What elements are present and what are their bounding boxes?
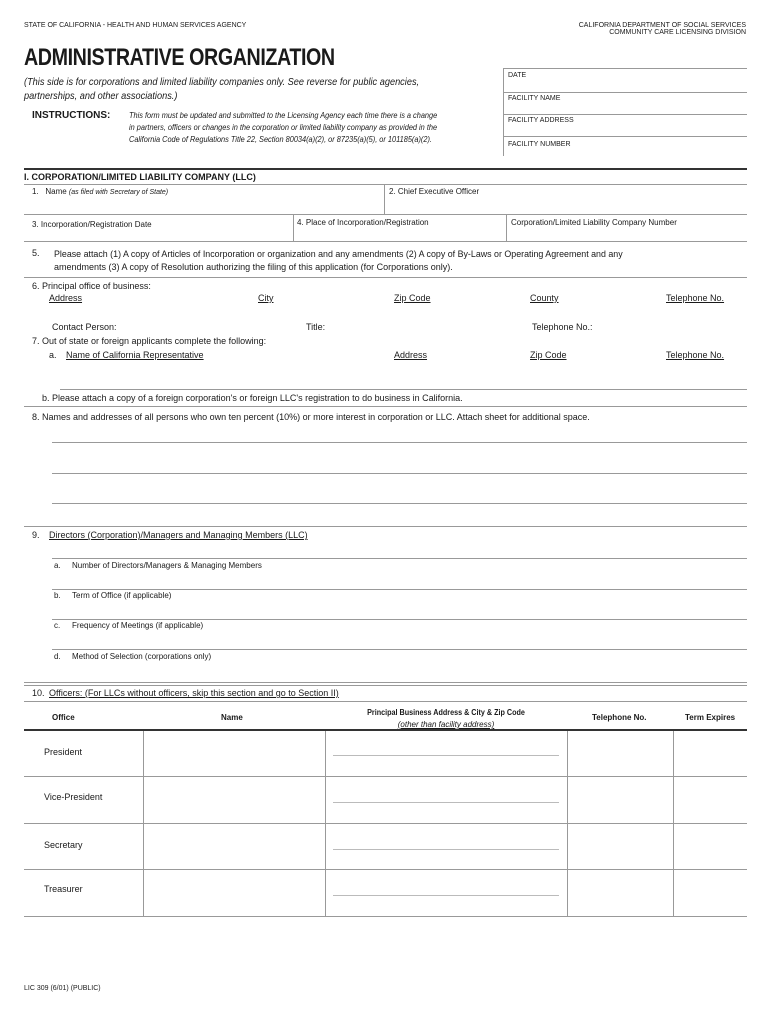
field-6-label: 6. Principal office of business: bbox=[32, 281, 151, 291]
field-7a-prefix: a. bbox=[49, 350, 57, 360]
field-1-number: 1. bbox=[32, 187, 39, 196]
col-address-header-line-1: Principal Business Address & City & Zip Code bbox=[367, 708, 525, 717]
field-9-number: 9. bbox=[32, 530, 40, 540]
field-9c-letter: c. bbox=[54, 621, 61, 630]
officer-row-treasurer: Treasurer bbox=[44, 884, 83, 894]
contact-person-label: Contact Person: bbox=[52, 322, 117, 332]
field-5-line-1: Please attach (1) A copy of Articles of Incorporation or organization and any amendments (2) A copy of By-Laws or Operating Agreement and any bbox=[54, 249, 623, 259]
field-9b-letter: b. bbox=[54, 591, 61, 600]
instructions-line-2: in partners, officers or changes in the corporation or limited liability company as provided in the bbox=[129, 123, 438, 132]
field-5-number: 5. bbox=[32, 248, 40, 258]
field-8-text: 8. Names and addresses of all persons who own ten percent (10%) or more interest in corporation or LLC. Attach sheet for additional space. bbox=[32, 412, 590, 422]
field-6-col-telephone: Telephone No. bbox=[666, 293, 725, 303]
form-code-footer: LIC 309 (6/01) (PUBLIC) bbox=[24, 985, 101, 992]
instructions-line-1: This form must be updated and submitted to the Licensing Agency each time there is a change bbox=[129, 111, 438, 120]
field-3-label: 3. Incorporation/Registration Date bbox=[32, 220, 152, 229]
facility-name-label: FACILITY NAME bbox=[508, 95, 561, 102]
field-9a-label: Number of Directors/Managers & Managing Members bbox=[72, 561, 262, 570]
field-6-col-city: City bbox=[258, 293, 274, 303]
field-7a-col-telephone: Telephone No. bbox=[666, 350, 725, 360]
form-subtitle bbox=[24, 76, 494, 104]
field-2-label: 2. Chief Executive Officer bbox=[389, 187, 480, 196]
facility-number-label: FACILITY NUMBER bbox=[508, 141, 571, 148]
department-header bbox=[579, 22, 746, 36]
instructions-label: INSTRUCTIONS: bbox=[32, 110, 111, 121]
field-5-text bbox=[54, 248, 744, 274]
field-7-label: 7. Out of state or foreign applicants complete the following: bbox=[32, 336, 267, 346]
facility-address-label: FACILITY ADDRESS bbox=[508, 117, 574, 124]
field-9b-label: Term of Office (if applicable) bbox=[72, 591, 172, 600]
form-title: ADMINISTRATIVE ORGANIZATION bbox=[24, 44, 335, 71]
col-name-header: Name bbox=[221, 713, 243, 722]
field-6-col-address: Address bbox=[49, 293, 83, 303]
officer-row-president: President bbox=[44, 747, 83, 757]
field-7b-text: b. Please attach a copy of a foreign corporation's or foreign LLC's registration to do business in California. bbox=[42, 393, 463, 403]
subtitle-line-2: partnerships, and other associations.) bbox=[24, 91, 178, 102]
field-7a-col-zip: Zip Code bbox=[530, 350, 567, 360]
department-line-1: CALIFORNIA DEPARTMENT OF SOCIAL SERVICES bbox=[578, 22, 746, 29]
contact-telephone-label: Telephone No.: bbox=[532, 322, 593, 332]
field-9a-letter: a. bbox=[54, 561, 61, 570]
field-6-col-county: County bbox=[530, 293, 559, 303]
instructions-line-3: California Code of Regulations Title 22, Section 80034(a)(2), or 87235(a)(5), or 101185(a)(2). bbox=[129, 135, 432, 144]
field-6-col-zip: Zip Code bbox=[394, 293, 431, 303]
field-9-label: Directors (Corporation)/Managers and Managing Members (LLC) bbox=[49, 530, 308, 540]
field-7a-col-name: Name of California Representative bbox=[66, 350, 204, 360]
col-office-header: Office bbox=[52, 713, 75, 722]
date-label: DATE bbox=[508, 72, 527, 79]
field-1-note: (as filed with Secretary of State) bbox=[68, 189, 169, 196]
agency-header: STATE OF CALIFORNIA - HEALTH AND HUMAN SERVICES AGENCY bbox=[24, 22, 247, 29]
col-telephone-header: Telephone No. bbox=[592, 713, 647, 722]
officer-row-vice-president: Vice-President bbox=[44, 792, 103, 802]
field-9d-letter: d. bbox=[54, 652, 61, 661]
field-7a-col-address: Address bbox=[394, 350, 428, 360]
department-line-2: COMMUNITY CARE LICENSING DIVISION bbox=[609, 29, 746, 36]
field-4b-label: Corporation/Limited Liability Company Number bbox=[511, 218, 677, 227]
field-1-label bbox=[32, 187, 168, 196]
col-address-header bbox=[326, 707, 566, 731]
contact-title-label: Title: bbox=[306, 322, 326, 332]
field-4-label: 4. Place of Incorporation/Registration bbox=[297, 218, 429, 227]
field-9c-label: Frequency of Meetings (if applicable) bbox=[72, 621, 204, 630]
col-address-header-line-2: (other than facility address) bbox=[397, 720, 495, 729]
field-10-label: Officers: (For LLCs without officers, skip this section and go to Section II) bbox=[49, 688, 339, 698]
col-term-header: Term Expires bbox=[685, 713, 736, 722]
field-5-line-2: amendments (3) A copy of Resolution authorizing the filing of this application (for Corporations only). bbox=[54, 262, 453, 272]
instructions-text bbox=[129, 110, 499, 146]
field-10-number: 10. bbox=[32, 688, 45, 698]
section-1-heading: I. CORPORATION/LIMITED LIABILITY COMPANY (LLC) bbox=[24, 172, 256, 182]
subtitle-line-1: (This side is for corporations and limited liability companies only. See reverse for public agencies, bbox=[24, 77, 420, 88]
field-9d-label: Method of Selection (corporations only) bbox=[72, 652, 212, 661]
field-1-name: Name bbox=[45, 187, 67, 196]
officer-row-secretary: Secretary bbox=[44, 840, 83, 850]
